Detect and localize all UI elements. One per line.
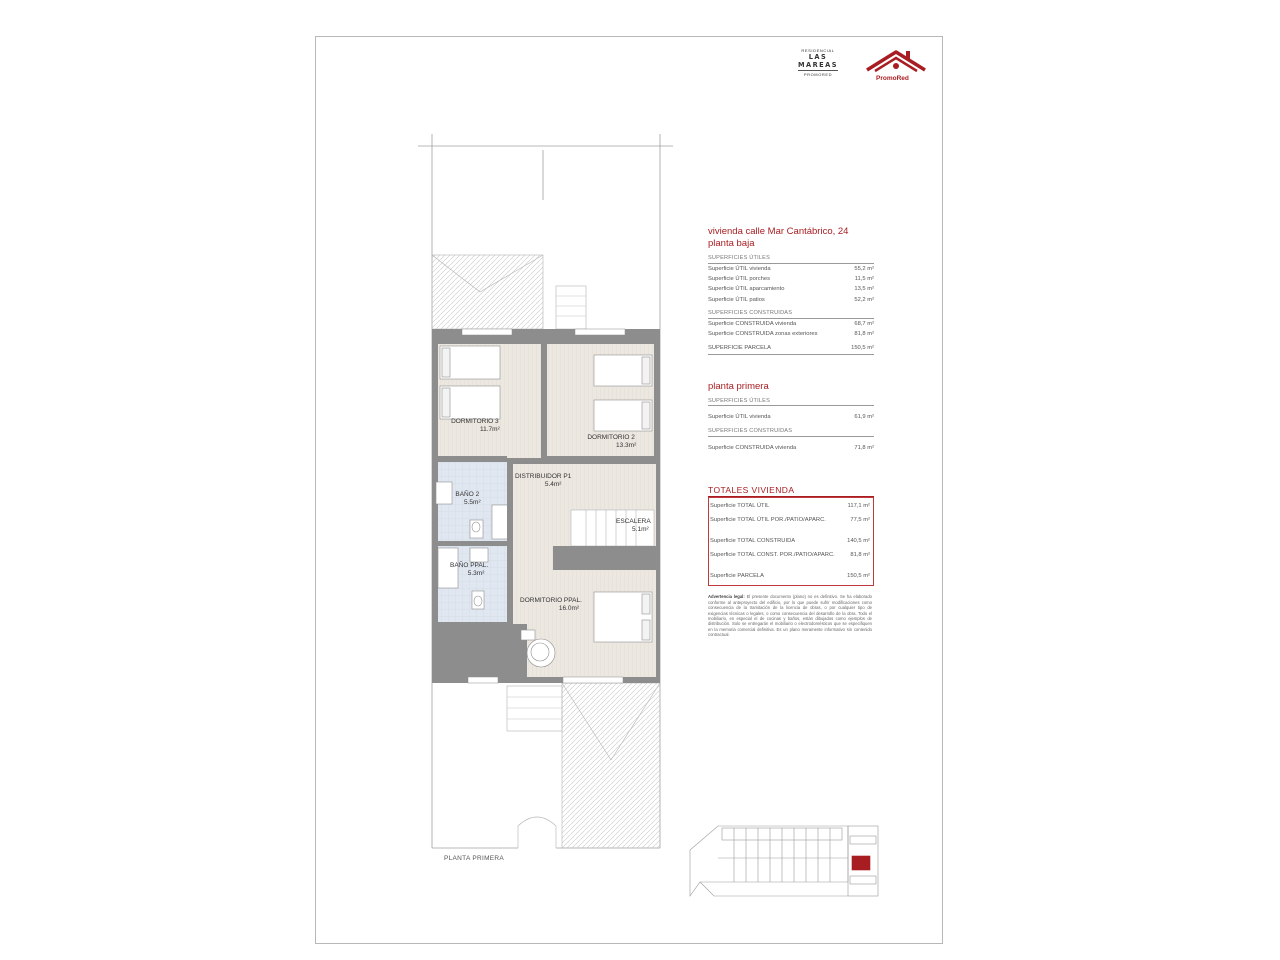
surface-row: Superficie CONSTRUIDA zonas exteriores 81,8 m² xyxy=(708,331,874,338)
logo-bottom-text: PROMORED xyxy=(803,72,833,77)
total-row: Superficie TOTAL ÚTIL 117,1 m² xyxy=(710,502,870,509)
total-row: Superficie TOTAL CONSTRUIDA 140,5 m² xyxy=(710,537,870,544)
room-label-dormitorio-3: DORMITORIO 3 11.7m² xyxy=(451,418,500,433)
logo-line2: MAREAS xyxy=(797,61,839,69)
section-header-utiles-primera: SUPERFICIES ÚTILES xyxy=(708,398,874,407)
logo-line1: LAS xyxy=(808,53,828,61)
surface-row: Superficie ÚTIL vivienda 55,2 m² xyxy=(708,265,874,272)
logo-top-text: RESIDENCIAL xyxy=(801,48,835,53)
section-header-construidas-primera: SUPERFICIES CONSTRUIDAS xyxy=(708,428,874,437)
section-header-utiles: SUPERFICIES ÚTILES xyxy=(708,255,874,264)
surface-row: Superficie ÚTIL aparcamiento 13,5 m² xyxy=(708,286,874,293)
room-label-dormitorio-2: DORMITORIO 2 13.3m² xyxy=(587,434,637,449)
surface-row: Superficie CONSTRUIDA vivienda 68,7 m² xyxy=(708,320,874,327)
totales-box xyxy=(708,497,874,587)
room-label-escalera: ESCALERA 5.1m² xyxy=(616,518,651,533)
totales-title: TOTALES VIVIENDA xyxy=(708,485,874,497)
room-label-distribuidor: DISTRIBUIDOR P1 5.4m² xyxy=(515,473,572,488)
section-header-construidas: SUPERFICIES CONSTRUIDAS xyxy=(708,310,874,319)
total-row: Superficie TOTAL ÚTIL POR./PATIO/APARC. 77,5 m² xyxy=(710,517,870,524)
roof-hatch-lower xyxy=(507,683,660,848)
panel-title-primera: planta primera xyxy=(708,380,769,392)
surface-row-parcela: SUPERFICIE PARCELA 150,5 m² xyxy=(708,343,874,354)
bed-dormitorio-ppal xyxy=(594,592,652,642)
legal-text: El presente documento (plano) no es definitivo. Se ha elaborado conforme al anteproyecto del edificio, por lo que puede sufrir modificaciones como consecuencia de la tramitación de la licencia de obras, o por cualquier tipo de exigencias técnicas o legales, o como consecuencia del desarrollo de la obra. Todo el mobiliario, en especial el de cocinas y baños, están dibujados como ejemplos de distribución. Solo se entregarán el mobiliario o electrodomésticos que se especifiquen en la memoria comercial definitiva. Es un plano meramente informativo sin contenido contractual. xyxy=(708,594,873,638)
legal-disclaimer xyxy=(708,594,872,637)
panel-title-address: vivienda calle Mar Cantábrico, 24 xyxy=(708,226,849,237)
room-label-bano-2: BAÑO 2 5.5m² xyxy=(455,491,481,506)
promored-name: PromoRed xyxy=(876,75,909,82)
roof-hatch-upper xyxy=(432,255,586,329)
panel-title-floor: planta baja xyxy=(708,238,755,249)
plan-caption: PLANTA PRIMERA xyxy=(444,855,505,862)
surface-row: Superficie CONSTRUIDA vivienda 71,8 m² xyxy=(708,444,874,451)
legal-heading: Advertencia legal: xyxy=(708,594,745,600)
room-label-bano-ppal: BAÑO PPAL. 5.3m² xyxy=(450,562,489,577)
room-label-dormitorio-ppal: DORMITORIO PPAL. 16.0m² xyxy=(520,597,582,612)
total-row: Superficie TOTAL CONST. POR./PATIO/APARC. 81,8 m² xyxy=(710,552,870,559)
surface-row: Superficie ÚTIL patios 52,2 m² xyxy=(708,296,874,303)
total-row: Superficie PARCELA 150,5 m² xyxy=(710,572,870,579)
panel-title xyxy=(708,226,874,250)
surface-row: Superficie ÚTIL vivienda 61,9 m² xyxy=(708,414,874,421)
corridor-floor xyxy=(513,546,553,570)
surface-info-panel xyxy=(708,226,874,638)
site-plan-thumbnail xyxy=(690,826,878,896)
surface-row: Superficie ÚTIL porches 11,5 m² xyxy=(708,275,874,282)
